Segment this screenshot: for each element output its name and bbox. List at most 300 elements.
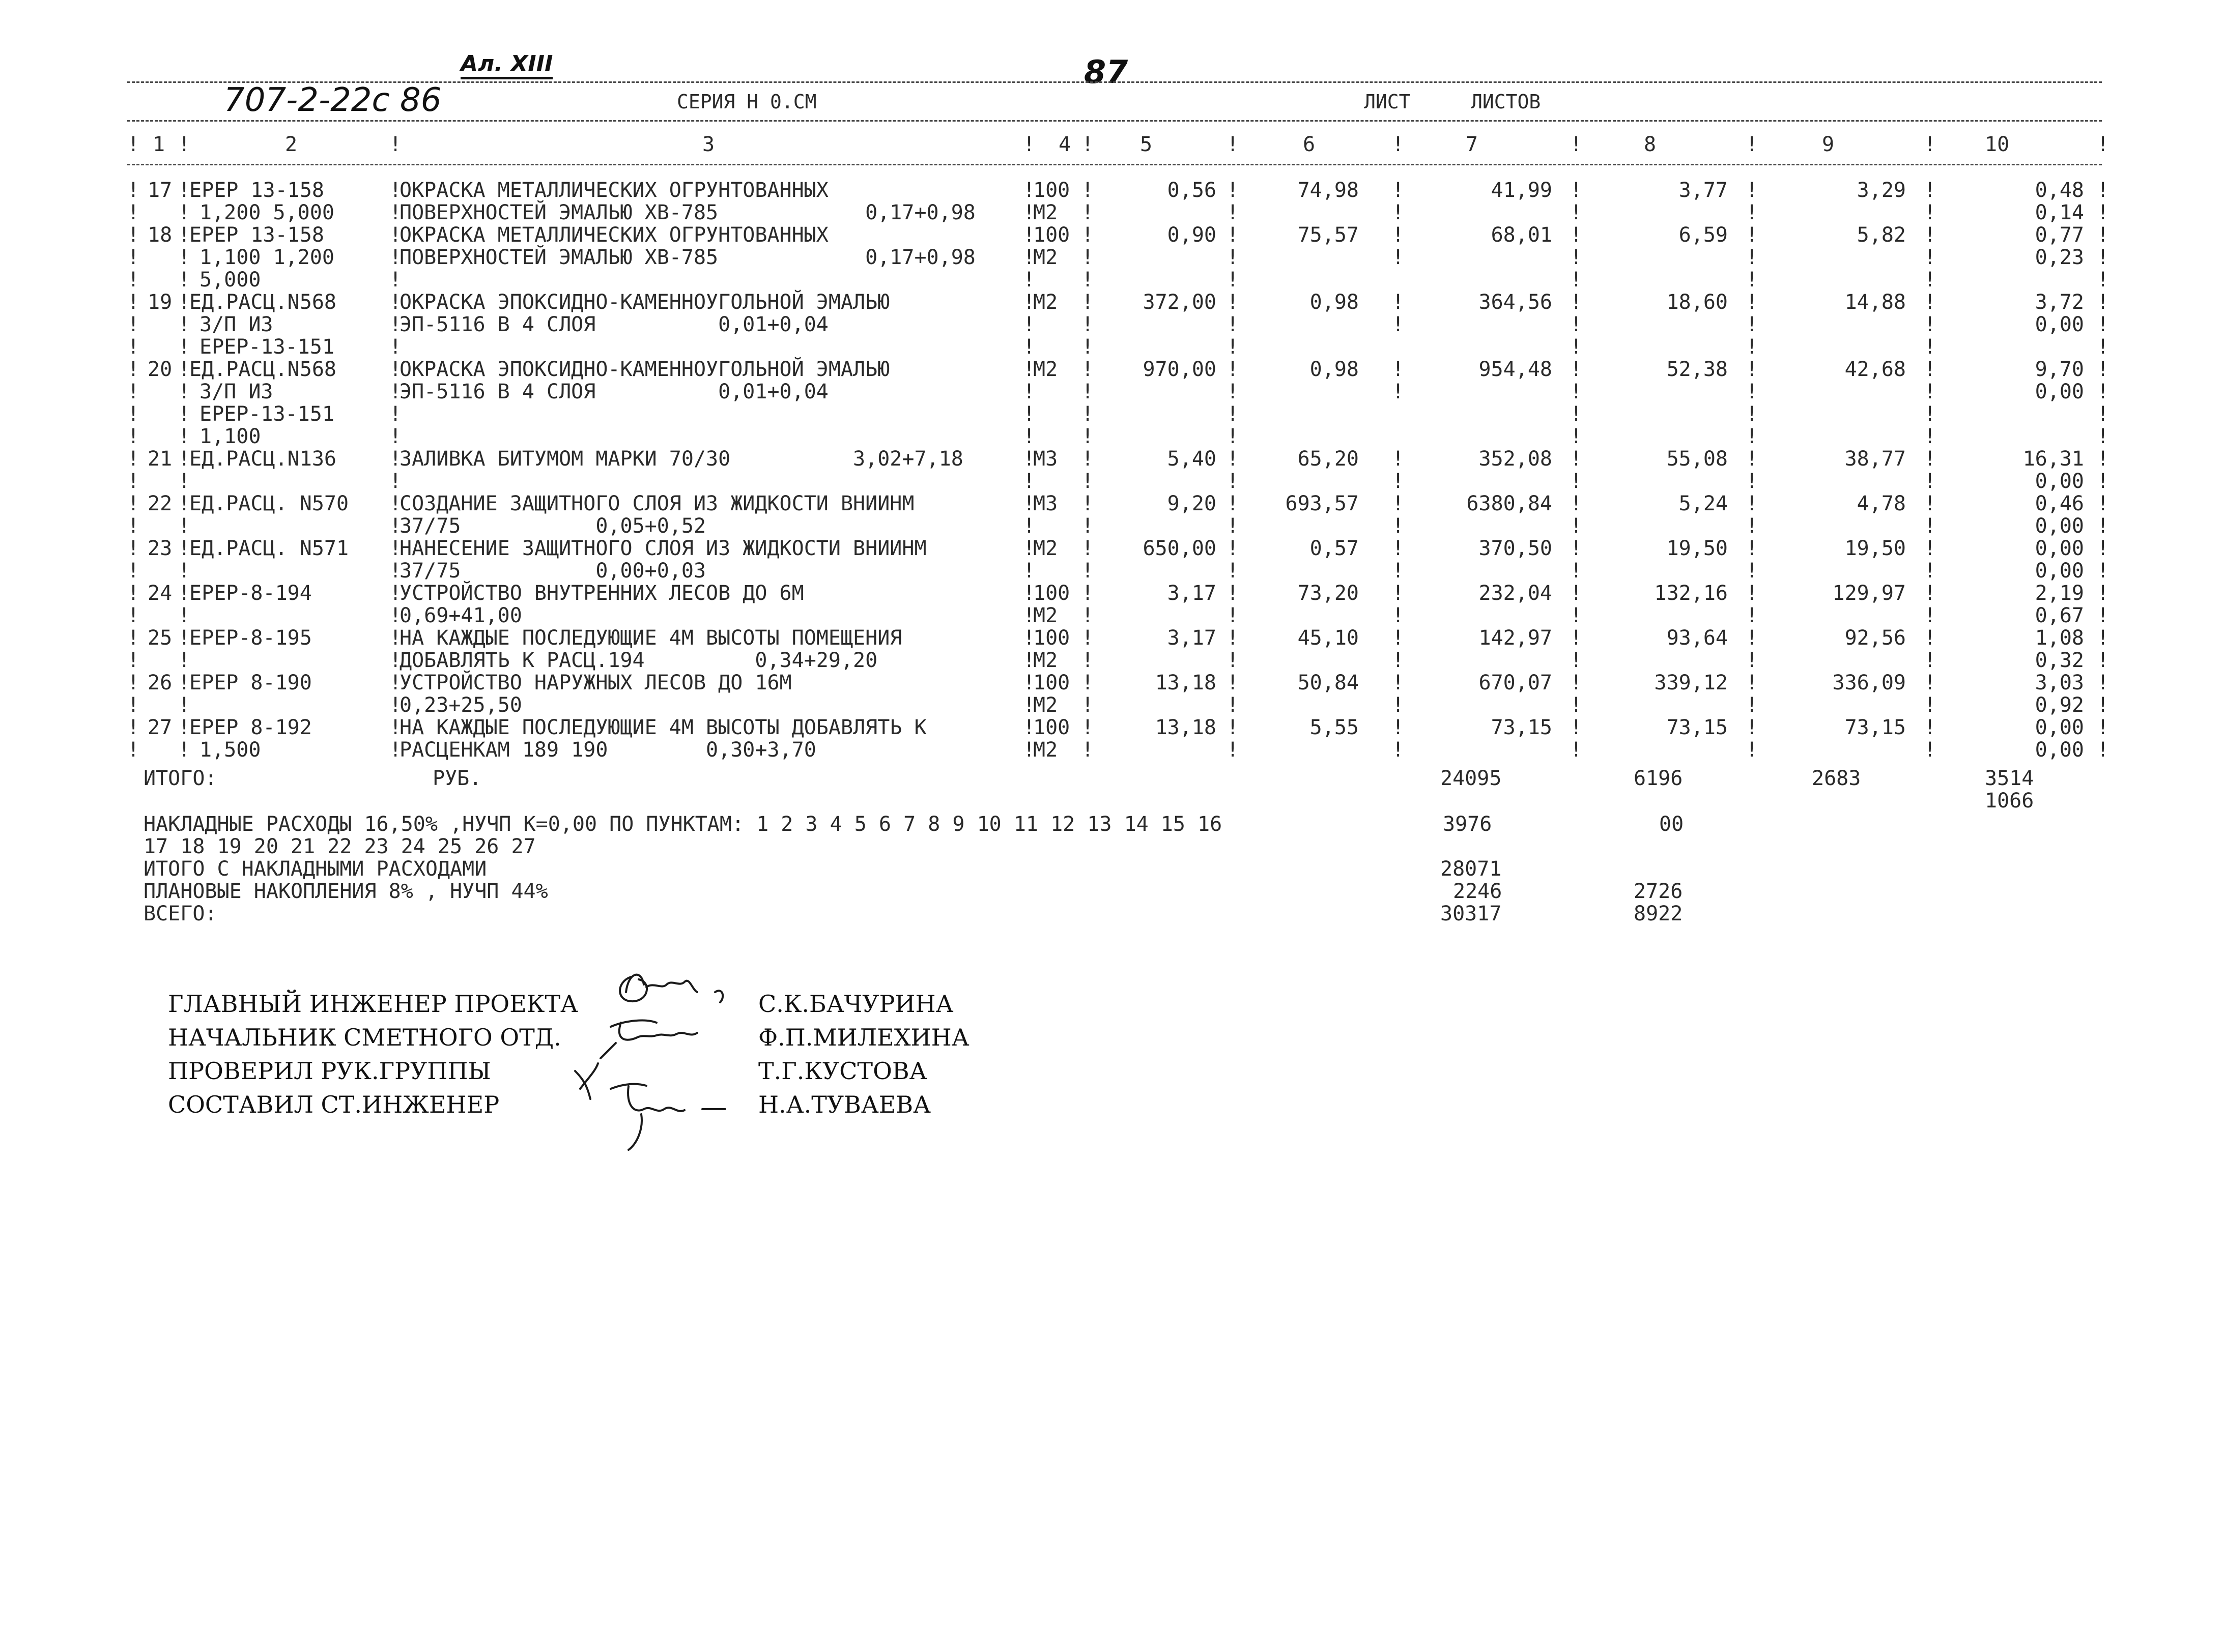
column-separator: ! xyxy=(1023,649,1036,672)
column-separator: ! xyxy=(178,716,191,739)
column-separator: ! xyxy=(1227,380,1239,403)
column-separator: ! xyxy=(1746,671,1758,694)
row-col10: 3,72 xyxy=(2035,291,2084,314)
column-separator: ! xyxy=(1081,201,1094,224)
column-separator: ! xyxy=(1023,201,1036,224)
column-separator: ! xyxy=(1081,514,1094,538)
column-separator: ! xyxy=(178,425,191,448)
column-separator: ! xyxy=(1746,470,1758,493)
row-col9: 38,77 xyxy=(1844,447,1906,471)
column-separator: ! xyxy=(1227,291,1239,314)
column-separator: ! xyxy=(1570,358,1583,381)
column-separator: ! xyxy=(1392,537,1405,560)
row-description: УСТРОЙСТВО ВНУТРЕННИХ ЛЕСОВ ДО 6М xyxy=(400,582,804,605)
row-col10: 0,46 xyxy=(2035,492,2084,515)
column-separator: ! xyxy=(127,693,140,717)
column-separator: ! xyxy=(1392,201,1405,224)
column-separator: ! xyxy=(1023,313,1036,336)
column-separator: ! xyxy=(1924,402,1936,426)
column-separator: ! xyxy=(1023,671,1036,694)
column-separator: ! xyxy=(1081,246,1094,269)
column-separator: ! xyxy=(1924,313,1936,336)
column-separator: ! xyxy=(389,492,402,515)
column-separator: ! xyxy=(1023,470,1036,493)
role-compiled-by: СОСТАВИЛ СТ.ИНЖЕНЕР xyxy=(168,1091,500,1118)
column-separator: ! xyxy=(178,335,191,359)
column-separator: ! xyxy=(1023,425,1036,448)
column-separator: ! xyxy=(1023,447,1036,471)
column-separator: ! xyxy=(127,246,140,269)
column-separator: ! xyxy=(1023,716,1036,739)
row-col10: 0,14 xyxy=(2035,201,2084,224)
planned-label: ПЛАНОВЫЕ НАКОПЛЕНИЯ 8% , НУЧП 44% xyxy=(144,880,548,903)
row-col7: 370,50 xyxy=(1478,537,1552,560)
row-col9: 129,97 xyxy=(1832,582,1906,605)
column-separator: ! xyxy=(1746,223,1758,247)
row-number: 21 xyxy=(148,447,173,471)
row-col10: 3,03 xyxy=(2035,671,2084,694)
column-separator: ! xyxy=(1227,358,1239,381)
row-code: 3/П ИЗ xyxy=(199,380,273,403)
column-separator: ! xyxy=(1227,492,1239,515)
row-col7: 954,48 xyxy=(1478,358,1552,381)
sheet-label: ЛИСТ xyxy=(1364,91,1411,113)
row-code: 5,000 xyxy=(199,268,261,292)
row-unit: М2 xyxy=(1033,201,1058,224)
column-separator: ! xyxy=(1227,738,1239,762)
column-separator: ! xyxy=(2097,179,2109,202)
column-separator: ! xyxy=(1227,716,1239,739)
column-separator: ! xyxy=(1023,738,1036,762)
column-separator: ! xyxy=(1924,223,1936,247)
itogo-unit: РУБ. xyxy=(433,767,482,790)
row-col10: 0,00 xyxy=(2035,470,2084,493)
column-separator: ! xyxy=(1081,358,1094,381)
column-separator: ! xyxy=(1023,693,1036,717)
name-tuvaeva: Н.А.ТУВАЕВА xyxy=(758,1091,931,1118)
column-separator: ! xyxy=(1227,425,1239,448)
column-separator: ! xyxy=(1570,447,1583,471)
row-col7: 232,04 xyxy=(1478,582,1552,605)
row-col5: 5,40 xyxy=(1167,447,1216,471)
column-separator: ! xyxy=(178,537,191,560)
column-separator: ! xyxy=(127,223,140,247)
column-separator: ! xyxy=(1392,133,1405,156)
column-separator: ! xyxy=(1081,671,1094,694)
row-col10: 0,00 xyxy=(2035,559,2084,583)
top-mark: Ал. XIII xyxy=(461,51,553,79)
column-separator: ! xyxy=(1924,671,1936,694)
column-separator: ! xyxy=(1924,559,1936,583)
row-col10: 0,48 xyxy=(2035,179,2084,202)
row-col10: 0,00 xyxy=(2035,738,2084,762)
column-separator: ! xyxy=(1392,492,1405,515)
row-description: ЭП-5116 В 4 СЛОЯ 0,01+0,04 xyxy=(400,380,829,403)
row-number: 22 xyxy=(148,492,173,515)
column-separator: ! xyxy=(1746,425,1758,448)
column-separator: ! xyxy=(1924,380,1936,403)
column-separator: ! xyxy=(1081,649,1094,672)
column-separator: ! xyxy=(1227,582,1239,605)
column-separator: ! xyxy=(1081,425,1094,448)
column-separator: ! xyxy=(389,402,402,426)
row-col6: 75,57 xyxy=(1297,223,1359,247)
column-separator: ! xyxy=(1924,246,1936,269)
row-col9: 19,50 xyxy=(1844,537,1906,560)
column-separator: ! xyxy=(389,179,402,202)
column-separator: ! xyxy=(1924,693,1936,717)
column-separator: ! xyxy=(178,671,191,694)
sheets-label: ЛИСТОВ xyxy=(1471,91,1541,113)
column-separator: ! xyxy=(1081,738,1094,762)
column-separator: ! xyxy=(1746,358,1758,381)
column-separator: ! xyxy=(389,133,402,156)
column-separator: ! xyxy=(178,402,191,426)
column-separator: ! xyxy=(178,291,191,314)
row-description: 0,23+25,50 xyxy=(400,693,522,717)
column-separator: ! xyxy=(389,380,402,403)
column-separator: ! xyxy=(389,604,402,627)
row-description: ПОВЕРХНОСТЕЙ ЭМАЛЬЮ ХВ-785 0,17+0,98 xyxy=(400,246,976,269)
column-separator: ! xyxy=(127,291,140,314)
row-unit: 100 xyxy=(1033,582,1070,605)
row-col7: 364,56 xyxy=(1478,291,1552,314)
row-col9: 92,56 xyxy=(1844,626,1906,650)
column-separator: ! xyxy=(127,537,140,560)
column-header-1: 1 xyxy=(153,133,165,156)
column-separator: ! xyxy=(178,179,191,202)
row-number: 23 xyxy=(148,537,173,560)
row-col10: 0,92 xyxy=(2035,693,2084,717)
column-separator: ! xyxy=(178,492,191,515)
column-separator: ! xyxy=(1746,626,1758,650)
column-separator: ! xyxy=(1392,693,1405,717)
row-number: 26 xyxy=(148,671,173,694)
column-separator: ! xyxy=(2097,447,2109,471)
column-separator: ! xyxy=(1570,335,1583,359)
row-col7: 670,07 xyxy=(1478,671,1552,694)
column-header-2: 2 xyxy=(285,133,298,156)
total-col7: 30317 xyxy=(1440,902,1502,925)
row-unit: М3 xyxy=(1033,447,1058,471)
column-separator: ! xyxy=(1227,514,1239,538)
column-separator: ! xyxy=(1746,291,1758,314)
column-separator: ! xyxy=(1392,559,1405,583)
column-separator: ! xyxy=(1746,402,1758,426)
overhead-col7: 3976 xyxy=(1443,813,1492,836)
column-separator: ! xyxy=(1227,402,1239,426)
overhead-line-2: 17 18 19 20 21 22 23 24 25 26 27 xyxy=(144,835,536,858)
column-separator: ! xyxy=(389,246,402,269)
column-separator: ! xyxy=(178,582,191,605)
row-col6: 0,98 xyxy=(1309,291,1359,314)
row-description: 0,69+41,00 xyxy=(400,604,522,627)
column-separator: ! xyxy=(1023,223,1036,247)
row-col7: 73,15 xyxy=(1491,716,1552,739)
column-separator: ! xyxy=(2097,246,2109,269)
column-separator: ! xyxy=(127,738,140,762)
row-col5: 3,17 xyxy=(1167,582,1216,605)
overhead-col8: 00 xyxy=(1659,813,1684,836)
column-separator: ! xyxy=(1746,268,1758,292)
column-separator: ! xyxy=(389,470,402,493)
row-number: 27 xyxy=(148,716,173,739)
column-header-8: 8 xyxy=(1644,133,1657,156)
column-separator: ! xyxy=(1023,246,1036,269)
column-separator: ! xyxy=(1081,716,1094,739)
row-col10: 0,23 xyxy=(2035,246,2084,269)
role-chief-engineer: ГЛАВНЫЙ ИНЖЕНЕР ПРОЕКТА xyxy=(168,990,578,1018)
column-separator: ! xyxy=(1746,649,1758,672)
row-number: 18 xyxy=(148,223,173,247)
row-description: 37/75 0,00+0,03 xyxy=(400,559,706,583)
name-bachurina: С.К.БАЧУРИНА xyxy=(758,990,954,1018)
column-separator: ! xyxy=(127,626,140,650)
column-separator: ! xyxy=(178,223,191,247)
column-separator: ! xyxy=(1570,291,1583,314)
column-separator: ! xyxy=(1924,335,1936,359)
column-separator: ! xyxy=(1746,246,1758,269)
row-unit: М3 xyxy=(1033,492,1058,515)
column-separator: ! xyxy=(1227,604,1239,627)
column-separator: ! xyxy=(1392,604,1405,627)
column-separator: ! xyxy=(127,559,140,583)
row-code: ЕРЕР-8-194 xyxy=(189,582,312,605)
column-separator: ! xyxy=(1227,335,1239,359)
column-separator: ! xyxy=(1392,716,1405,739)
column-separator: ! xyxy=(1227,268,1239,292)
row-col10: 16,31 xyxy=(2022,447,2084,471)
column-separator: ! xyxy=(2097,582,2109,605)
column-separator: ! xyxy=(1023,133,1036,156)
column-separator: ! xyxy=(178,268,191,292)
row-description: РАСЦЕНКАМ 189 190 0,30+3,70 xyxy=(400,738,816,762)
row-description: ЗАЛИВКА БИТУМОМ МАРКИ 70/30 3,02+7,18 xyxy=(400,447,963,471)
row-col8: 6,59 xyxy=(1678,223,1728,247)
column-separator: ! xyxy=(1570,470,1583,493)
column-separator: ! xyxy=(389,514,402,538)
column-separator: ! xyxy=(1081,179,1094,202)
row-code: ЕРЕР-13-151 xyxy=(199,335,334,359)
column-separator: ! xyxy=(127,358,140,381)
column-separator: ! xyxy=(1081,335,1094,359)
row-code: 1,100 xyxy=(199,425,261,448)
column-separator: ! xyxy=(389,268,402,292)
column-separator: ! xyxy=(1746,582,1758,605)
row-description: НА КАЖДЫЕ ПОСЛЕДУЮЩИЕ 4М ВЫСОТЫ ПОМЕЩЕНИЯ xyxy=(400,626,902,650)
row-description: ЭП-5116 В 4 СЛОЯ 0,01+0,04 xyxy=(400,313,829,336)
column-separator: ! xyxy=(1081,402,1094,426)
row-description: ДОБАВЛЯТЬ К РАСЦ.194 0,34+29,20 xyxy=(400,649,878,672)
column-separator: ! xyxy=(1227,313,1239,336)
column-separator: ! xyxy=(127,201,140,224)
row-description: ОКРАСКА МЕТАЛЛИЧЕСКИХ ОГРУНТОВАННЫХ xyxy=(400,179,829,202)
column-separator: ! xyxy=(1570,133,1583,156)
column-separator: ! xyxy=(2097,671,2109,694)
with-overhead-col7: 28071 xyxy=(1440,857,1502,881)
column-separator: ! xyxy=(1392,380,1405,403)
column-separator: ! xyxy=(1227,201,1239,224)
column-separator: ! xyxy=(1924,179,1936,202)
column-separator: ! xyxy=(178,514,191,538)
column-separator: ! xyxy=(1570,179,1583,202)
column-separator: ! xyxy=(1227,626,1239,650)
column-separator: ! xyxy=(389,559,402,583)
column-separator: ! xyxy=(1392,313,1405,336)
row-col7: 41,99 xyxy=(1491,179,1552,202)
column-separator: ! xyxy=(389,201,402,224)
column-separator: ! xyxy=(1924,470,1936,493)
column-separator: ! xyxy=(1023,582,1036,605)
column-separator: ! xyxy=(1746,738,1758,762)
column-separator: ! xyxy=(1081,133,1094,156)
column-separator: ! xyxy=(1023,335,1036,359)
column-separator: ! xyxy=(2097,604,2109,627)
column-separator: ! xyxy=(1227,649,1239,672)
row-col10: 9,70 xyxy=(2035,358,2084,381)
row-unit: 100 xyxy=(1033,626,1070,650)
column-separator: ! xyxy=(1570,492,1583,515)
column-separator: ! xyxy=(127,582,140,605)
row-col9: 73,15 xyxy=(1844,716,1906,739)
row-col10: 0,00 xyxy=(2035,313,2084,336)
column-separator: ! xyxy=(389,671,402,694)
overhead-line-1: НАКЛАДНЫЕ РАСХОДЫ 16,50% ,НУЧП К=0,00 ПО ПУНКТАМ: 1 2 3 4 5 6 7 8 9 10 11 12 13 14 15 16 xyxy=(144,813,1222,836)
column-separator: ! xyxy=(1746,313,1758,336)
column-separator: ! xyxy=(1924,268,1936,292)
column-separator: ! xyxy=(178,313,191,336)
row-description: ОКРАСКА МЕТАЛЛИЧЕСКИХ ОГРУНТОВАННЫХ xyxy=(400,223,829,247)
column-separator: ! xyxy=(2097,559,2109,583)
column-separator: ! xyxy=(1746,133,1758,156)
column-separator: ! xyxy=(178,649,191,672)
row-col5: 13,18 xyxy=(1155,671,1216,694)
column-separator: ! xyxy=(1924,447,1936,471)
role-checked-by: ПРОВЕРИЛ РУК.ГРУППЫ xyxy=(168,1057,491,1085)
row-number: 20 xyxy=(148,358,173,381)
row-col6: 50,84 xyxy=(1297,671,1359,694)
column-separator: ! xyxy=(1392,358,1405,381)
column-separator: ! xyxy=(1924,537,1936,560)
row-col10: 0,00 xyxy=(2035,716,2084,739)
row-unit: М2 xyxy=(1033,693,1058,717)
row-col6: 73,20 xyxy=(1297,582,1359,605)
row-code: ЕРЕР 13-158 xyxy=(189,179,324,202)
column-separator: ! xyxy=(1392,626,1405,650)
row-col8: 19,50 xyxy=(1666,537,1728,560)
divider xyxy=(127,120,2102,122)
column-separator: ! xyxy=(389,313,402,336)
row-col5: 9,20 xyxy=(1167,492,1216,515)
column-separator: ! xyxy=(1570,223,1583,247)
row-description: СОЗДАНИЕ ЗАЩИТНОГО СЛОЯ ИЗ ЖИДКОСТИ ВНИИНМ xyxy=(400,492,915,515)
row-col8: 55,08 xyxy=(1666,447,1728,471)
row-code: ЕД.РАСЦ. N571 xyxy=(189,537,349,560)
column-separator: ! xyxy=(178,447,191,471)
row-col6: 5,55 xyxy=(1309,716,1359,739)
column-separator: ! xyxy=(127,649,140,672)
column-separator: ! xyxy=(2097,313,2109,336)
column-separator: ! xyxy=(1570,693,1583,717)
row-number: 24 xyxy=(148,582,173,605)
row-unit: 100 xyxy=(1033,671,1070,694)
column-separator: ! xyxy=(1081,223,1094,247)
row-description: НАНЕСЕНИЕ ЗАЩИТНОГО СЛОЯ ИЗ ЖИДКОСТИ ВНИИНМ xyxy=(400,537,927,560)
column-separator: ! xyxy=(1227,223,1239,247)
column-separator: ! xyxy=(1570,537,1583,560)
column-separator: ! xyxy=(178,201,191,224)
column-separator: ! xyxy=(2097,201,2109,224)
column-separator: ! xyxy=(1924,291,1936,314)
column-separator: ! xyxy=(127,313,140,336)
row-unit: М2 xyxy=(1033,537,1058,560)
row-number: 25 xyxy=(148,626,173,650)
column-header-5: 5 xyxy=(1140,133,1153,156)
column-separator: ! xyxy=(127,671,140,694)
column-separator: ! xyxy=(1570,604,1583,627)
column-separator: ! xyxy=(2097,268,2109,292)
row-col10: 0,00 xyxy=(2035,380,2084,403)
row-code: 1,100 1,200 xyxy=(199,246,334,269)
row-code: ЕД.РАСЦ.N136 xyxy=(189,447,336,471)
row-unit: М2 xyxy=(1033,291,1058,314)
row-code: ЕРЕР 8-190 xyxy=(189,671,312,694)
column-separator: ! xyxy=(1924,626,1936,650)
row-unit: М2 xyxy=(1033,738,1058,762)
column-separator: ! xyxy=(1081,582,1094,605)
column-separator: ! xyxy=(389,291,402,314)
column-separator: ! xyxy=(1924,201,1936,224)
column-separator: ! xyxy=(1081,537,1094,560)
column-separator: ! xyxy=(389,716,402,739)
column-separator: ! xyxy=(127,179,140,202)
column-separator: ! xyxy=(1924,738,1936,762)
column-separator: ! xyxy=(1392,447,1405,471)
row-code: ЕД.РАСЦ. N570 xyxy=(189,492,349,515)
row-unit: М2 xyxy=(1033,649,1058,672)
sheet-number: 87 xyxy=(1084,53,1128,91)
row-col10: 0,67 xyxy=(2035,604,2084,627)
row-col8: 132,16 xyxy=(1654,582,1728,605)
column-separator: ! xyxy=(127,133,140,156)
column-separator: ! xyxy=(1746,604,1758,627)
column-separator: ! xyxy=(1081,470,1094,493)
row-col5: 970,00 xyxy=(1143,358,1216,381)
column-separator: ! xyxy=(1746,716,1758,739)
column-separator: ! xyxy=(1570,246,1583,269)
handwritten-signatures xyxy=(539,962,753,1175)
column-separator: ! xyxy=(127,380,140,403)
row-col9: 336,09 xyxy=(1832,671,1906,694)
column-separator: ! xyxy=(178,246,191,269)
row-description: ОКРАСКА ЭПОКСИДНО-КАМЕННОУГОЛЬНОЙ ЭМАЛЬЮ xyxy=(400,358,890,381)
column-separator: ! xyxy=(1023,268,1036,292)
column-separator: ! xyxy=(1570,626,1583,650)
column-separator: ! xyxy=(1392,223,1405,247)
column-header-7: 7 xyxy=(1466,133,1478,156)
name-kustova: Т.Г.КУСТОВА xyxy=(758,1057,927,1085)
column-separator: ! xyxy=(2097,335,2109,359)
column-separator: ! xyxy=(127,604,140,627)
column-separator: ! xyxy=(1570,268,1583,292)
document-code: 707-2-22с 86 xyxy=(224,81,442,119)
row-unit: М2 xyxy=(1033,604,1058,627)
column-header-6: 6 xyxy=(1303,133,1316,156)
column-separator: ! xyxy=(1392,470,1405,493)
column-separator: ! xyxy=(1227,559,1239,583)
column-separator: ! xyxy=(178,358,191,381)
column-separator: ! xyxy=(1746,492,1758,515)
